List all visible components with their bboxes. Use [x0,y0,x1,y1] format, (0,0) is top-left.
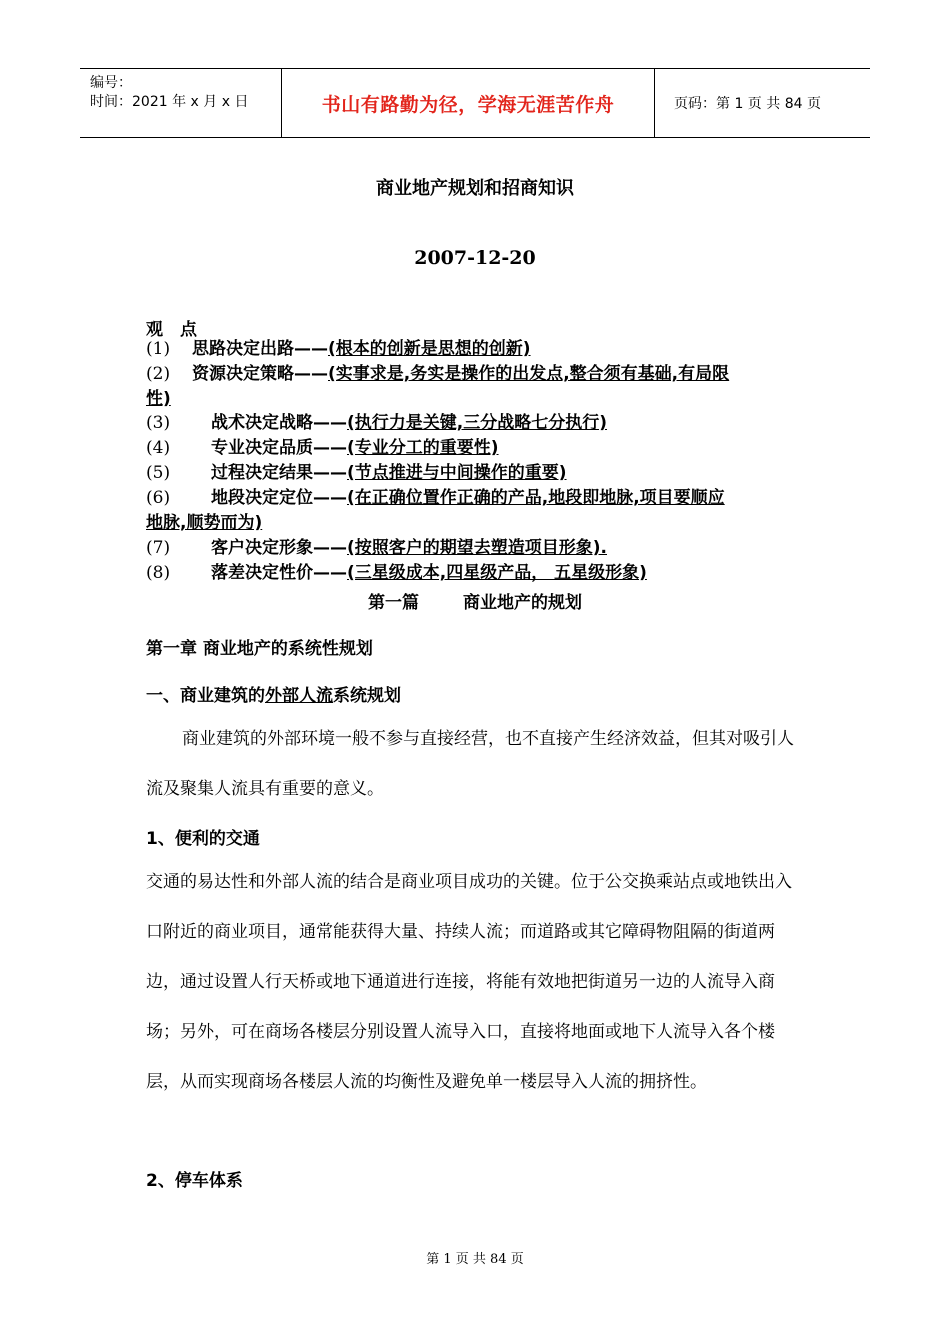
view-text: 战术决定战略—— [211,413,347,433]
part-label: 第一篇 [368,593,419,613]
view-note: (在正确位置作正确的产品,地段即地脉,项目要顺应 [347,488,725,508]
subsection-heading: 1、便利的交通 [146,829,260,849]
view-item [146,561,811,586]
document-title: 商业地产规划和招商知识 [376,178,574,199]
view-item [146,362,811,412]
header-table [80,68,870,138]
view-item [146,337,811,362]
view-num: (6) [146,488,171,508]
view-text: 资源决定策略—— [192,364,328,384]
views-heading-2: 点 [180,320,197,340]
view-num: (8) [146,563,171,583]
view-num: (7) [146,538,171,558]
view-num: (5) [146,463,171,483]
paragraph: 交通的易达性和外部人流的结合是商业项目成功的关键。位于公交换乘站点或地铁出入口附近的商业项目，通常能获得大量、持续人流；而道路或其它障碍物阻隔的街道两边，通过设置人行天桥或地下通道进行连接，将能有效地把街道另一边的人流导入商场；另外，可在商场各楼层分别设置人流导入口，直接将地面或地下人流导入各个楼层，从而实现商场各楼层人流的均衡性及避免单一楼层导入人流的拥挤性。 [146,872,792,1092]
number-label: 编号： [90,75,132,91]
part-title: 商业地产的规划 [463,593,582,613]
view-note-cont: 地脉,顺势而为) [146,513,263,533]
view-num: (4) [146,438,171,458]
page-info [664,69,870,137]
view-item [146,536,811,561]
part-heading [0,588,950,613]
subsection-heading: 2、停车体系 [146,1171,243,1191]
view-num: (1) [146,339,171,359]
view-text: 地段决定定位—— [211,488,347,508]
views-heading-1: 观 [146,320,163,340]
page-footer: 第 1 页 共 84 页 [426,1252,524,1267]
view-item [146,411,811,436]
view-text: 过程决定结果—— [211,463,347,483]
section-heading-pre: 一、商业建筑的 [146,686,265,706]
view-text: 落差决定性价—— [211,563,347,583]
view-item [146,461,811,486]
section-heading-post: 系统规划 [333,686,401,706]
section-heading [146,681,401,706]
header-meta-cell [80,69,280,137]
view-note: (实事求是,务实是操作的出发点,整合须有基础,有局限 [328,364,730,384]
view-item [146,436,811,461]
paragraph: 商业建筑的外部环境一般不参与直接经营，也不直接产生经济效益，但其对吸引人流及聚集人流具有重要的意义。 [146,729,794,799]
view-item [146,486,811,536]
motto: 书山有路勤为径，学海无涯苦作舟 [281,69,655,137]
view-note: (按照客户的期望去塑造项目形象). [347,538,607,558]
view-note: (执行力是关键,三分战略七分执行) [347,413,607,433]
view-text: 思路决定出路—— [192,339,328,359]
view-note: (三星级成本,四星级产品， 五星级形象) [347,563,647,583]
view-num: (3) [146,413,171,433]
view-note: (专业分工的重要性) [347,438,499,458]
view-note-cont: 性) [146,389,171,409]
page-info-text: 页码：第 1 页 共 84 页 [674,96,821,112]
document-date: 2007-12-20 [414,247,536,269]
chapter-heading: 第一章 商业地产的系统性规划 [146,639,373,659]
view-note: (根本的创新是思想的创新) [328,339,531,359]
view-text: 客户决定形象—— [211,538,347,558]
view-num: (2) [146,364,171,384]
view-text: 专业决定品质—— [211,438,347,458]
view-note: (节点推进与中间操作的重要) [347,463,567,483]
section-heading-underlined: 外部人流 [265,686,333,706]
time-label: 时间：2021 年 x 月 x 日 [90,94,249,110]
